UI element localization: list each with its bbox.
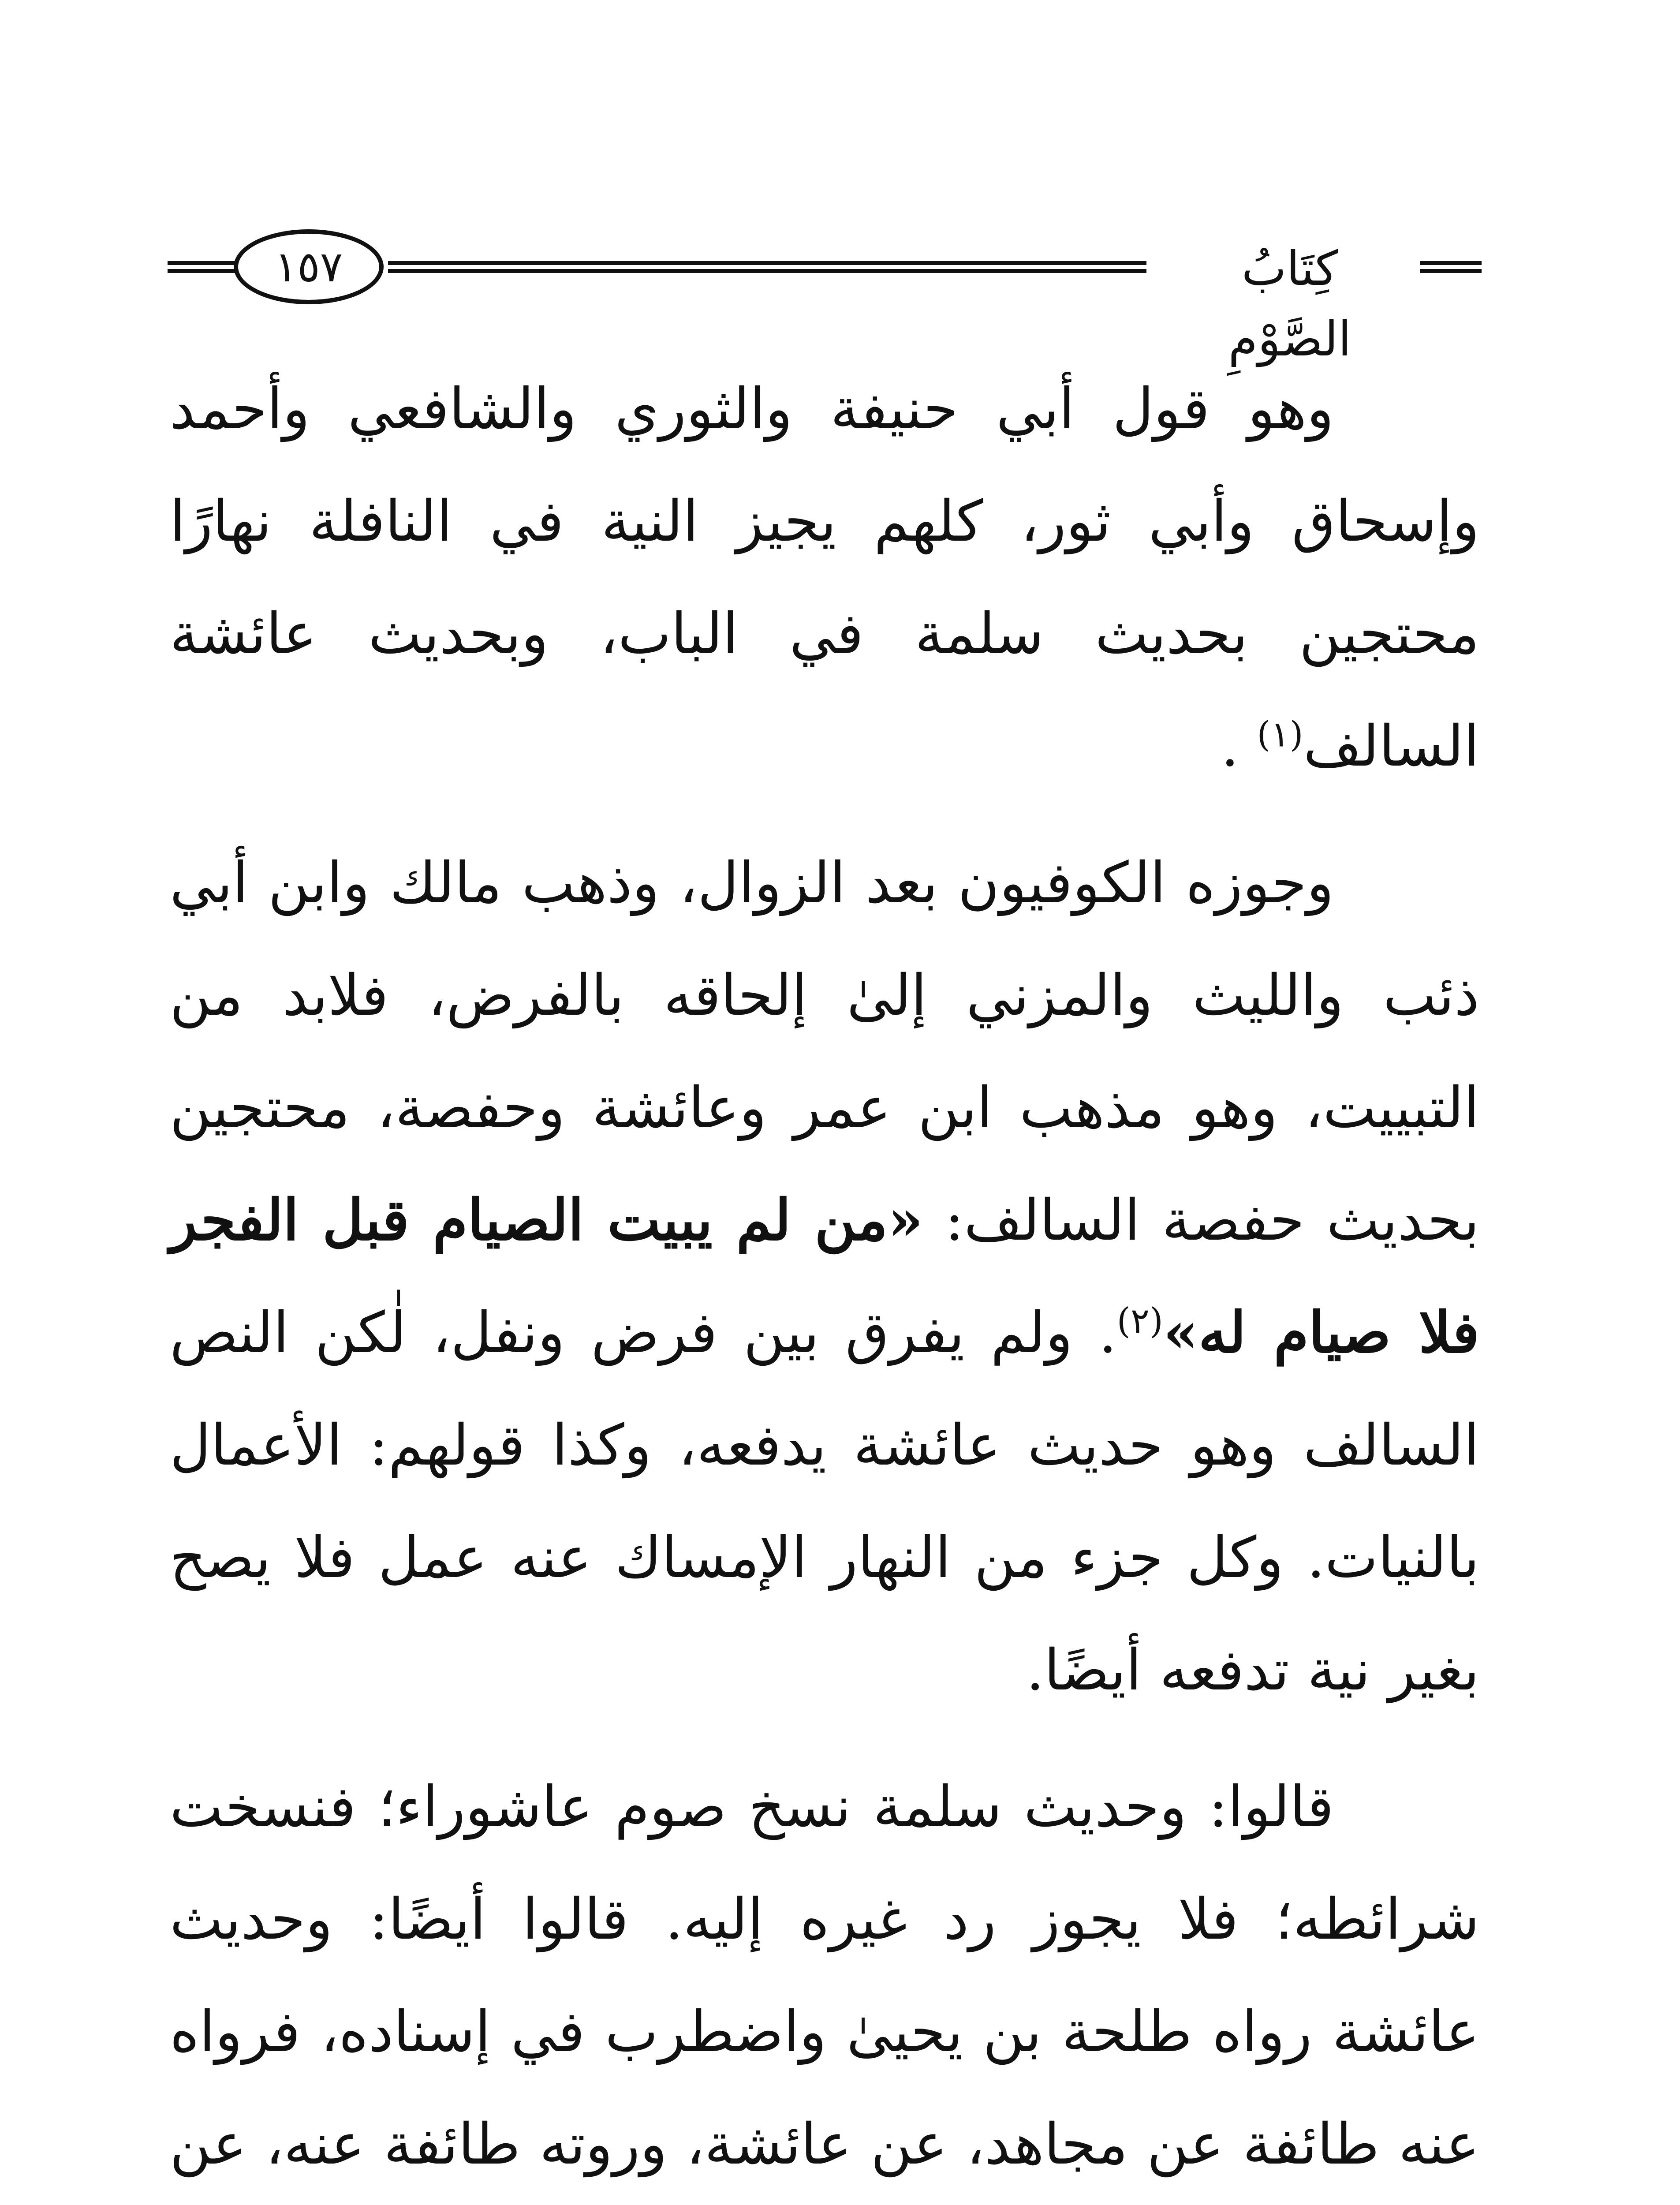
header-rule-left bbox=[168, 261, 238, 273]
paragraph bbox=[170, 827, 1479, 1727]
paragraph bbox=[170, 353, 1479, 803]
paragraph-text: قالوا: وحديث سلمة نسخ صوم عاشوراء؛ فنسخت شرائطه؛ فلا يجوز رد غيره إليه. قالوا أيضًا: وحديث عائشة رواه طلحة بن يحيىٰ واضطرب في إسناده، فرواه عنه طائفة عن مجاهد، عن عائشة، وروته طائفة عنه، عن bbox=[170, 1774, 1479, 2177]
paragraph-tail: . bbox=[1221, 714, 1257, 779]
page-header bbox=[168, 229, 1482, 367]
hadith-quote: «من لم يبيت الصيام قبل الفجر فلا صيام له» bbox=[170, 1187, 1480, 1366]
header-rule-right bbox=[1420, 261, 1482, 273]
book-title: كِتَابُ الصَّوْمِ bbox=[1228, 241, 1351, 367]
footnote-reference: (٢) bbox=[1116, 1300, 1163, 1342]
paragraph bbox=[170, 1751, 1479, 2205]
footnote-reference: (١) bbox=[1257, 714, 1303, 755]
page-number-oval bbox=[234, 229, 384, 304]
paragraph-text: وجوزه الكوفيون بعد الزوال، وذهب مالك وابن أبي ذئب والليث والمزني إلىٰ إلحاقه بالفرض، فلابد من التبييت، وهو مذهب ابن عمر وعائشة وحفصة، محتجين بحديث حفصة السالف: bbox=[170, 850, 1479, 1253]
header-rule-middle bbox=[388, 261, 1146, 273]
page-number: ١٥٧ bbox=[274, 242, 343, 292]
paragraph-text: وهو قول أبي حنيفة والثوري والشافعي وأحمد وإسحاق وأبي ثور، كلهم يجيز النية في النافلة نهارًا محتجين بحديث سلمة في الباب، وبحديث عائشة السالف bbox=[170, 376, 1479, 779]
paragraph-tail: . ولم يفرق بين فرض ونفل، لٰكن النص السالف وهو حديث عائشة يدفعه، وكذا قولهم: الأعمال بالنيات. وكل جزء من النهار الإمساك عنه عمل فلا يصح بغير نية تدفعه أيضًا. bbox=[170, 1300, 1479, 1703]
main-text bbox=[170, 353, 1479, 2205]
